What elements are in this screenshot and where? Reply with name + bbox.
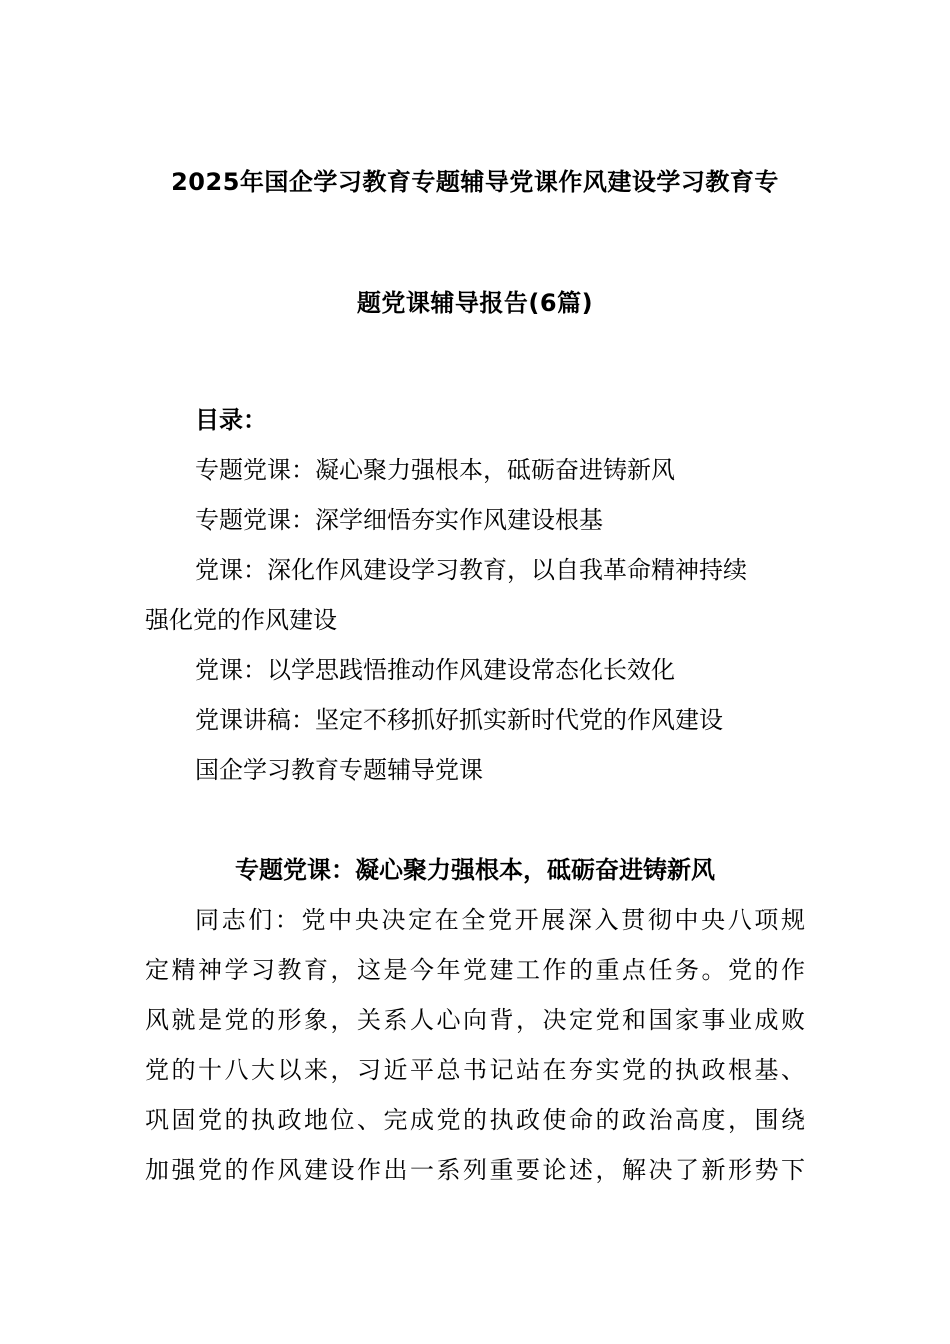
toc-item: 党课讲稿：坚定不移抓好抓实新时代党的作风建设 — [195, 706, 723, 734]
paragraph-line: 风就是党的形象，关系人心向背，决定党和国家事业成败 — [145, 1006, 805, 1034]
document-title-line-1: 2025年国企学习教育专题辅导党课作风建设学习教育专 — [171, 168, 779, 196]
toc-heading: 目录： — [195, 406, 267, 434]
toc-item-continuation: 强化党的作风建设 — [145, 606, 337, 634]
toc-item: 党课：以学思践悟推动作风建设常态化长效化 — [195, 656, 675, 684]
toc-item: 专题党课：凝心聚力强根本，砥砺奋进铸新风 — [195, 456, 675, 484]
paragraph-line: 定精神学习教育，这是今年党建工作的重点任务。党的作 — [145, 956, 805, 984]
section-title: 专题党课：凝心聚力强根本，砥砺奋进铸新风 — [235, 856, 715, 884]
toc-item: 专题党课：深学细悟夯实作风建设根基 — [195, 506, 603, 534]
document-title-line-2: 题党课辅导报告(6篇) — [356, 289, 594, 317]
paragraph-line: 同志们：党中央决定在全党开展深入贯彻中央八项规 — [195, 906, 805, 934]
paragraph-line: 党的十八大以来，习近平总书记站在夯实党的执政根基、 — [145, 1056, 805, 1084]
toc-item: 国企学习教育专题辅导党课 — [195, 756, 483, 784]
toc-item: 党课：深化作风建设学习教育，以自我革命精神持续 — [195, 556, 747, 584]
paragraph-line: 巩固党的执政地位、完成党的执政使命的政治高度，围绕 — [145, 1106, 805, 1134]
paragraph-line: 加强党的作风建设作出一系列重要论述，解决了新形势下 — [145, 1156, 805, 1184]
